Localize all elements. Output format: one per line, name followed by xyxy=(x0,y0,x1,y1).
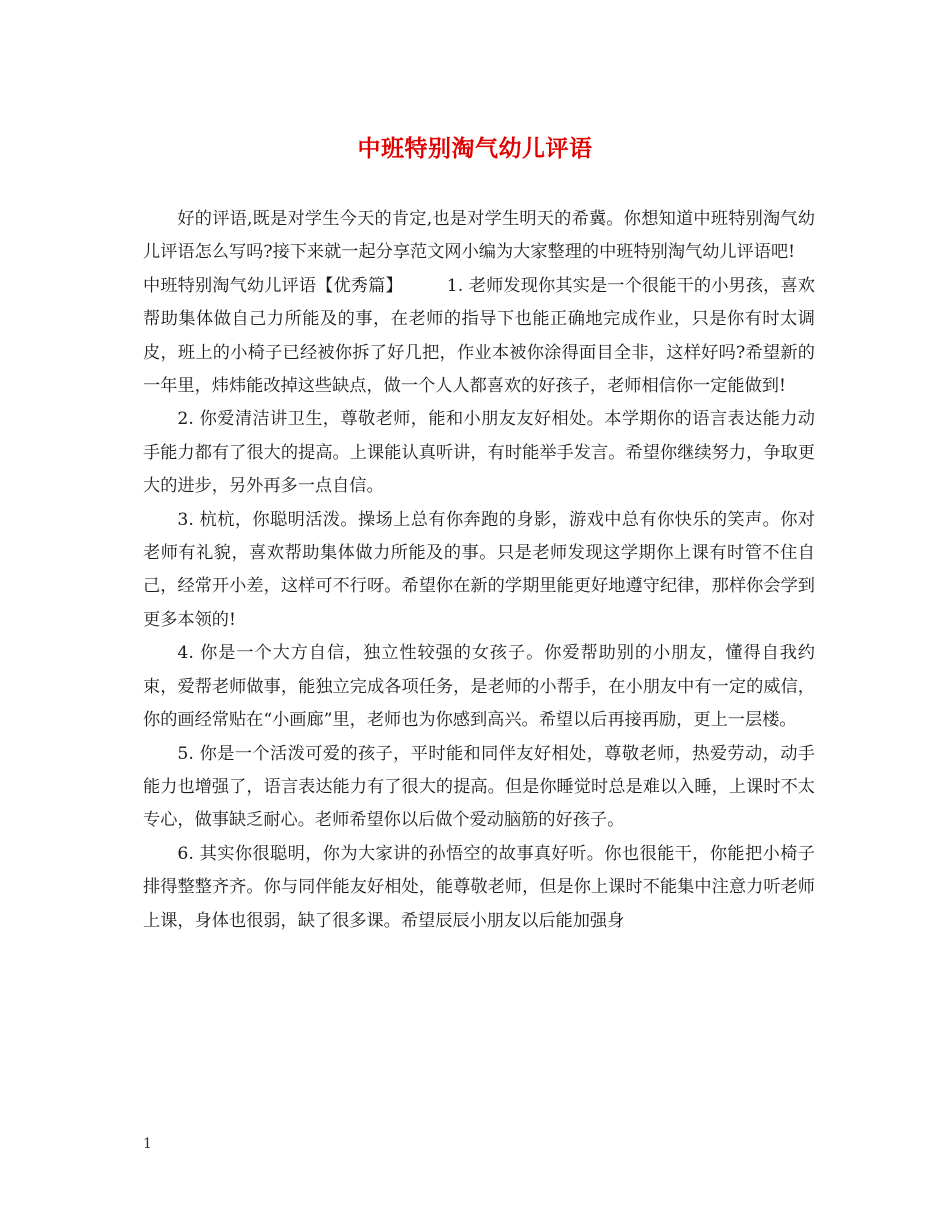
document-body xyxy=(143,203,815,938)
list-item-6: 6. 其实你很聪明，你为大家讲的孙悟空的故事真好听。你也很能干，你能把小椅子排得整整齐齐。你与同伴能友好相处，能尊敬老师，但是你上课时不能集中注意力听老师上课，身体也很弱，缺了很多课。希望辰辰小朋友以后能加强身 xyxy=(143,843,815,931)
list-item-3: 3. 杭杭，你聪明活泼。操场上总有你奔跑的身影，游戏中总有你快乐的笑声。你对老师有礼貌，喜欢帮助集体做力所能及的事。只是老师发现这学期你上课有时管不住自己，经常开小差，这样可不行呀。希望你在新的学期里能更好地遵守纪律，那样你会学到更多本领的! xyxy=(143,509,815,630)
list-item-5: 5. 你是一个活泼可爱的孩子，平时能和同伴友好相处，尊敬老师，热爱劳动，动手能力也增强了，语言表达能力有了很大的提高。但是你睡觉时总是难以入睡，上课时不太专心，做事缺乏耐心。老师希望你以后做个爱动脑筋的好孩子。 xyxy=(143,743,815,831)
section-label: 中班特别淘气幼儿评语【优秀篇】 xyxy=(143,275,403,296)
document-title: 中班特别淘气幼儿评语 xyxy=(357,135,593,162)
list-item-1: 1. 老师发现你其实是一个很能干的小男孩，喜欢帮助集体做自己力所能及的事，在老师的指导下也能正确地完成作业，只是你有时太调皮，班上的小椅子已经被你拆了好几把，作业本被你涂得面目全非，这样好吗?希望新的一年里，炜炜能改掉这些缺点，做一个人人都喜欢的好孩子，老师相信你一定能做到! xyxy=(143,275,815,397)
section-first-paragraph xyxy=(143,270,815,404)
intro-paragraph: 好的评语,既是对学生今天的肯定,也是对学生明天的希冀。你想知道中班特别淘气幼儿评语怎么写吗?接下来就一起分享范文网小编为大家整理的中班特别淘气幼儿评语吧! xyxy=(143,209,815,263)
page-number: 1 xyxy=(143,1136,152,1152)
list-item-4: 4. 你是一个大方自信，独立性较强的女孩子。你爱帮助别的小朋友，懂得自我约束，爱帮老师做事，能独立完成各项任务，是老师的小帮手，在小朋友中有一定的威信，你的画经常贴在“小画廊”里，老师也为你感到高兴。希望以后再接再励，更上一层楼。 xyxy=(143,643,815,731)
list-item-2: 2. 你爱清洁讲卫生，尊敬老师，能和小朋友友好相处。本学期你的语言表达能力动手能力都有了很大的提高。上课能认真听讲，有时能举手发言。希望你继续努力，争取更大的进步，另外再多一点自信。 xyxy=(143,409,815,497)
